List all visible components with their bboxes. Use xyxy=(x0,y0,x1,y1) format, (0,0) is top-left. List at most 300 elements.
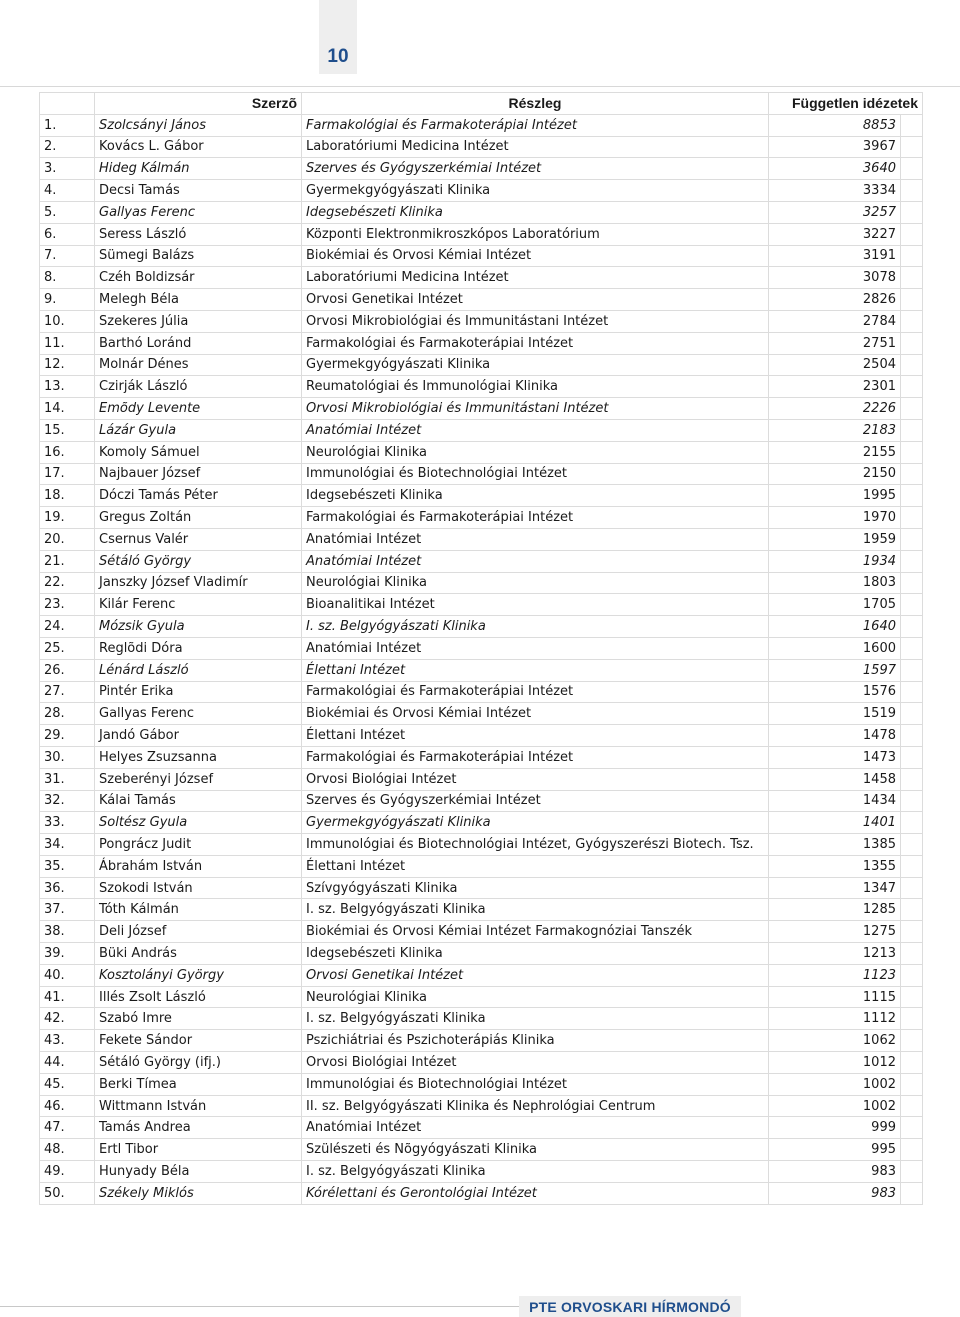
citations-cell: 2751 xyxy=(769,332,901,354)
department-cell: Anatómiai Intézet xyxy=(302,550,769,572)
department-cell: Neurológiai Klinika xyxy=(302,441,769,463)
table-row xyxy=(40,725,923,747)
department-cell: Biokémiai és Orvosi Kémiai Intézet xyxy=(302,703,769,725)
page-number-tab xyxy=(319,0,357,74)
department-cell: Orvosi Mikrobiológiai és Immunitástani Intézet xyxy=(302,310,769,332)
author-cell: Melegh Béla xyxy=(95,289,302,311)
department-cell: Pszichiátriai és Pszichoterápiás Klinika xyxy=(302,1030,769,1052)
citations-cell: 1995 xyxy=(769,485,901,507)
department-cell: Reumatológiai és Immunológiai Klinika xyxy=(302,376,769,398)
department-cell: Gyermekgyógyászati Klinika xyxy=(302,180,769,202)
citations-cell: 3078 xyxy=(769,267,901,289)
citations-cell: 1275 xyxy=(769,921,901,943)
spacer-cell xyxy=(901,1073,923,1095)
author-cell: Szolcsányi János xyxy=(95,114,302,136)
citations-cell: 1576 xyxy=(769,681,901,703)
rank-cell: 34. xyxy=(40,834,95,856)
citations-cell: 3191 xyxy=(769,245,901,267)
table-row xyxy=(40,594,923,616)
author-cell: Dóczi Tamás Péter xyxy=(95,485,302,507)
author-cell: Jandó Gábor xyxy=(95,725,302,747)
spacer-cell xyxy=(901,354,923,376)
rank-cell: 31. xyxy=(40,768,95,790)
rank-cell: 32. xyxy=(40,790,95,812)
table-row xyxy=(40,376,923,398)
table-row xyxy=(40,703,923,725)
citations-cell: 2784 xyxy=(769,310,901,332)
table-row xyxy=(40,877,923,899)
citations-cell: 2155 xyxy=(769,441,901,463)
department-cell: Orvosi Biológiai Intézet xyxy=(302,768,769,790)
rank-cell: 11. xyxy=(40,332,95,354)
author-cell: Gallyas Ferenc xyxy=(95,703,302,725)
rank-cell: 20. xyxy=(40,528,95,550)
table-row xyxy=(40,463,923,485)
author-cell: Tamás Andrea xyxy=(95,1117,302,1139)
author-cell: Mózsik Gyula xyxy=(95,616,302,638)
department-cell: Orvosi Genetikai Intézet xyxy=(302,289,769,311)
author-cell: Ertl Tibor xyxy=(95,1139,302,1161)
author-cell: Lénárd László xyxy=(95,659,302,681)
rank-cell: 2. xyxy=(40,136,95,158)
author-cell: Wittmann István xyxy=(95,1095,302,1117)
department-cell: Gyermekgyógyászati Klinika xyxy=(302,812,769,834)
spacer-cell xyxy=(901,943,923,965)
citations-cell: 2301 xyxy=(769,376,901,398)
author-cell: Sümegi Balázs xyxy=(95,245,302,267)
spacer-cell xyxy=(901,419,923,441)
author-cell: Kovács L. Gábor xyxy=(95,136,302,158)
department-cell: Laboratóriumi Medicina Intézet xyxy=(302,136,769,158)
table-row xyxy=(40,1139,923,1161)
author-cell: Szekeres Júlia xyxy=(95,310,302,332)
citations-cell: 1600 xyxy=(769,637,901,659)
rank-cell: 42. xyxy=(40,1008,95,1030)
spacer-cell xyxy=(901,441,923,463)
rank-cell: 30. xyxy=(40,746,95,768)
author-cell: Decsi Tamás xyxy=(95,180,302,202)
rank-cell: 18. xyxy=(40,485,95,507)
department-cell: Szívgyógyászati Klinika xyxy=(302,877,769,899)
author-cell: Fekete Sándor xyxy=(95,1030,302,1052)
table-row xyxy=(40,1073,923,1095)
author-cell: Kosztolányi György xyxy=(95,964,302,986)
spacer-cell xyxy=(901,1008,923,1030)
citations-cell: 2504 xyxy=(769,354,901,376)
spacer-cell xyxy=(901,768,923,790)
citations-cell: 983 xyxy=(769,1182,901,1204)
author-cell: Hunyady Béla xyxy=(95,1161,302,1183)
table-body xyxy=(40,114,923,1204)
citations-cell: 8853 xyxy=(769,114,901,136)
citations-cell: 1970 xyxy=(769,507,901,529)
department-cell: Farmakológiai és Farmakoterápiai Intézet xyxy=(302,507,769,529)
rank-cell: 45. xyxy=(40,1073,95,1095)
author-cell: Berki Tímea xyxy=(95,1073,302,1095)
author-cell: Székely Miklós xyxy=(95,1182,302,1204)
department-cell: Neurológiai Klinika xyxy=(302,572,769,594)
spacer-cell xyxy=(901,310,923,332)
department-cell: Kórélettani és Gerontológiai Intézet xyxy=(302,1182,769,1204)
spacer-cell xyxy=(901,572,923,594)
table-row xyxy=(40,1095,923,1117)
table-row xyxy=(40,354,923,376)
author-cell: Gregus Zoltán xyxy=(95,507,302,529)
citations-cell: 1401 xyxy=(769,812,901,834)
table-row xyxy=(40,790,923,812)
citations-cell: 999 xyxy=(769,1117,901,1139)
spacer-cell xyxy=(901,703,923,725)
author-cell: Kálai Tamás xyxy=(95,790,302,812)
table-row xyxy=(40,136,923,158)
citations-cell: 1803 xyxy=(769,572,901,594)
citations-cell: 1458 xyxy=(769,768,901,790)
citations-cell: 1705 xyxy=(769,594,901,616)
author-cell: Csernus Valér xyxy=(95,528,302,550)
department-cell: Farmakológiai és Farmakoterápiai Intézet xyxy=(302,114,769,136)
author-cell: Sétáló György (ifj.) xyxy=(95,1052,302,1074)
spacer-cell xyxy=(901,1139,923,1161)
author-cell: Lázár Gyula xyxy=(95,419,302,441)
citation-ranking-table xyxy=(39,92,923,1205)
top-divider xyxy=(0,86,960,87)
table-row xyxy=(40,812,923,834)
department-cell: Szerves és Gyógyszerkémiai Intézet xyxy=(302,790,769,812)
rank-cell: 19. xyxy=(40,507,95,529)
spacer-cell xyxy=(901,136,923,158)
rank-cell: 50. xyxy=(40,1182,95,1204)
rank-cell: 46. xyxy=(40,1095,95,1117)
spacer-cell xyxy=(901,528,923,550)
citations-cell: 1213 xyxy=(769,943,901,965)
department-cell: Farmakológiai és Farmakoterápiai Intézet xyxy=(302,746,769,768)
author-cell: Gallyas Ferenc xyxy=(95,201,302,223)
department-cell: Farmakológiai és Farmakoterápiai Intézet xyxy=(302,681,769,703)
spacer-cell xyxy=(901,1030,923,1052)
citations-cell: 1112 xyxy=(769,1008,901,1030)
table-row xyxy=(40,201,923,223)
department-cell: Központi Elektronmikroszkópos Laboratórium xyxy=(302,223,769,245)
citations-cell: 1434 xyxy=(769,790,901,812)
citations-cell: 1062 xyxy=(769,1030,901,1052)
table-row xyxy=(40,180,923,202)
citations-cell: 3640 xyxy=(769,158,901,180)
author-cell: Czirják László xyxy=(95,376,302,398)
spacer-cell xyxy=(901,986,923,1008)
rank-cell: 7. xyxy=(40,245,95,267)
citations-cell: 2183 xyxy=(769,419,901,441)
author-cell: Illés Zsolt László xyxy=(95,986,302,1008)
rank-cell: 36. xyxy=(40,877,95,899)
citations-cell: 2226 xyxy=(769,398,901,420)
author-cell: Szabó Imre xyxy=(95,1008,302,1030)
author-cell: Barthó Loránd xyxy=(95,332,302,354)
department-cell: Immunológiai és Biotechnológiai Intézet xyxy=(302,1073,769,1095)
table-row xyxy=(40,1182,923,1204)
department-cell: Anatómiai Intézet xyxy=(302,637,769,659)
rank-cell: 47. xyxy=(40,1117,95,1139)
table-row xyxy=(40,834,923,856)
rank-cell: 14. xyxy=(40,398,95,420)
citations-cell: 1934 xyxy=(769,550,901,572)
department-cell: Gyermekgyógyászati Klinika xyxy=(302,354,769,376)
author-cell: Czéh Boldizsár xyxy=(95,267,302,289)
author-cell: Reglõdi Dóra xyxy=(95,637,302,659)
table-row xyxy=(40,681,923,703)
citations-cell: 1355 xyxy=(769,855,901,877)
author-cell: Deli József xyxy=(95,921,302,943)
department-cell: Anatómiai Intézet xyxy=(302,1117,769,1139)
department-cell: Élettani Intézet xyxy=(302,659,769,681)
header-department: Részleg xyxy=(302,93,769,115)
author-cell: Molnár Dénes xyxy=(95,354,302,376)
spacer-cell xyxy=(901,158,923,180)
rank-cell: 37. xyxy=(40,899,95,921)
spacer-cell xyxy=(901,746,923,768)
rank-cell: 17. xyxy=(40,463,95,485)
spacer-cell xyxy=(901,812,923,834)
rank-cell: 33. xyxy=(40,812,95,834)
spacer-cell xyxy=(901,681,923,703)
table-row xyxy=(40,855,923,877)
rank-cell: 8. xyxy=(40,267,95,289)
table-row xyxy=(40,964,923,986)
department-cell: II. sz. Belgyógyászati Klinika és Nephrológiai Centrum xyxy=(302,1095,769,1117)
table-row xyxy=(40,1052,923,1074)
header-citations: Független idézetek xyxy=(769,93,923,115)
table-row xyxy=(40,768,923,790)
citations-cell: 1115 xyxy=(769,986,901,1008)
author-cell: Janszky József Vladimír xyxy=(95,572,302,594)
table-row xyxy=(40,746,923,768)
table-row xyxy=(40,528,923,550)
rank-cell: 40. xyxy=(40,964,95,986)
spacer-cell xyxy=(901,1182,923,1204)
rank-cell: 41. xyxy=(40,986,95,1008)
table-row xyxy=(40,899,923,921)
department-cell: Biokémiai és Orvosi Kémiai Intézet xyxy=(302,245,769,267)
rank-cell: 48. xyxy=(40,1139,95,1161)
rank-cell: 25. xyxy=(40,637,95,659)
citations-cell: 2150 xyxy=(769,463,901,485)
rank-cell: 23. xyxy=(40,594,95,616)
department-cell: Orvosi Genetikai Intézet xyxy=(302,964,769,986)
spacer-cell xyxy=(901,1161,923,1183)
department-cell: Immunológiai és Biotechnológiai Intézet xyxy=(302,463,769,485)
citations-cell: 1012 xyxy=(769,1052,901,1074)
rank-cell: 35. xyxy=(40,855,95,877)
citations-cell: 1285 xyxy=(769,899,901,921)
citations-cell: 1347 xyxy=(769,877,901,899)
spacer-cell xyxy=(901,332,923,354)
citations-cell: 3257 xyxy=(769,201,901,223)
table-row xyxy=(40,332,923,354)
department-cell: Idegsebészeti Klinika xyxy=(302,485,769,507)
citations-cell: 983 xyxy=(769,1161,901,1183)
citations-cell: 995 xyxy=(769,1139,901,1161)
department-cell: Neurológiai Klinika xyxy=(302,986,769,1008)
author-cell: Kilár Ferenc xyxy=(95,594,302,616)
spacer-cell xyxy=(901,790,923,812)
spacer-cell xyxy=(901,964,923,986)
rank-cell: 13. xyxy=(40,376,95,398)
spacer-cell xyxy=(901,725,923,747)
spacer-cell xyxy=(901,201,923,223)
table-row xyxy=(40,485,923,507)
department-cell: Orvosi Mikrobiológiai és Immunitástani Intézet xyxy=(302,398,769,420)
rank-cell: 28. xyxy=(40,703,95,725)
spacer-cell xyxy=(901,245,923,267)
department-cell: Élettani Intézet xyxy=(302,725,769,747)
rank-cell: 43. xyxy=(40,1030,95,1052)
spacer-cell xyxy=(901,550,923,572)
spacer-cell xyxy=(901,398,923,420)
table-row xyxy=(40,637,923,659)
rank-cell: 24. xyxy=(40,616,95,638)
department-cell: Biokémiai és Orvosi Kémiai Intézet Farmakognóziai Tanszék xyxy=(302,921,769,943)
table-row xyxy=(40,572,923,594)
spacer-cell xyxy=(901,507,923,529)
spacer-cell xyxy=(901,289,923,311)
table-row xyxy=(40,398,923,420)
author-cell: Pongrácz Judit xyxy=(95,834,302,856)
department-cell: I. sz. Belgyógyászati Klinika xyxy=(302,1161,769,1183)
rank-cell: 38. xyxy=(40,921,95,943)
rank-cell: 15. xyxy=(40,419,95,441)
citations-cell: 1519 xyxy=(769,703,901,725)
spacer-cell xyxy=(901,485,923,507)
department-cell: Szerves és Gyógyszerkémiai Intézet xyxy=(302,158,769,180)
rank-cell: 26. xyxy=(40,659,95,681)
author-cell: Ábrahám István xyxy=(95,855,302,877)
rank-cell: 5. xyxy=(40,201,95,223)
table-row xyxy=(40,1117,923,1139)
table-row xyxy=(40,550,923,572)
citations-cell: 1385 xyxy=(769,834,901,856)
spacer-cell xyxy=(901,834,923,856)
spacer-cell xyxy=(901,1117,923,1139)
footer-tab xyxy=(519,1296,741,1317)
rank-cell: 10. xyxy=(40,310,95,332)
department-cell: Laboratóriumi Medicina Intézet xyxy=(302,267,769,289)
spacer-cell xyxy=(901,637,923,659)
citations-cell: 1959 xyxy=(769,528,901,550)
citations-cell: 2826 xyxy=(769,289,901,311)
table-row xyxy=(40,507,923,529)
rank-cell: 1. xyxy=(40,114,95,136)
table-row xyxy=(40,986,923,1008)
citations-cell: 3227 xyxy=(769,223,901,245)
spacer-cell xyxy=(901,223,923,245)
rank-cell: 22. xyxy=(40,572,95,594)
department-cell: Idegsebészeti Klinika xyxy=(302,943,769,965)
spacer-cell xyxy=(901,463,923,485)
citations-cell: 1640 xyxy=(769,616,901,638)
header-rank xyxy=(40,93,95,115)
rank-cell: 4. xyxy=(40,180,95,202)
department-cell: Immunológiai és Biotechnológiai Intézet, Gyógyszerészi Biotech. Tsz. xyxy=(302,834,769,856)
citations-cell: 1597 xyxy=(769,659,901,681)
table-row xyxy=(40,267,923,289)
table-row xyxy=(40,921,923,943)
spacer-cell xyxy=(901,180,923,202)
rank-cell: 12. xyxy=(40,354,95,376)
author-cell: Soltész Gyula xyxy=(95,812,302,834)
page-number: 10 xyxy=(327,46,349,67)
department-cell: Szülészeti és Nõgyógyászati Klinika xyxy=(302,1139,769,1161)
author-cell: Szeberényi József xyxy=(95,768,302,790)
spacer-cell xyxy=(901,1052,923,1074)
table-row xyxy=(40,419,923,441)
author-cell: Büki András xyxy=(95,943,302,965)
rank-cell: 21. xyxy=(40,550,95,572)
rank-cell: 39. xyxy=(40,943,95,965)
rank-cell: 9. xyxy=(40,289,95,311)
table-row xyxy=(40,659,923,681)
table-row xyxy=(40,1030,923,1052)
header-author: Szerzõ xyxy=(95,93,302,115)
spacer-cell xyxy=(901,1095,923,1117)
citations-cell: 3967 xyxy=(769,136,901,158)
table-row xyxy=(40,289,923,311)
department-cell: Bioanalitikai Intézet xyxy=(302,594,769,616)
department-cell: I. sz. Belgyógyászati Klinika xyxy=(302,616,769,638)
citations-cell: 1123 xyxy=(769,964,901,986)
table-row xyxy=(40,441,923,463)
author-cell: Pintér Erika xyxy=(95,681,302,703)
department-cell: Anatómiai Intézet xyxy=(302,419,769,441)
author-cell: Sétáló György xyxy=(95,550,302,572)
spacer-cell xyxy=(901,376,923,398)
spacer-cell xyxy=(901,114,923,136)
department-cell: Anatómiai Intézet xyxy=(302,528,769,550)
table-row xyxy=(40,1008,923,1030)
footer-rule xyxy=(0,1306,520,1307)
spacer-cell xyxy=(901,855,923,877)
citations-cell: 3334 xyxy=(769,180,901,202)
department-cell: Élettani Intézet xyxy=(302,855,769,877)
department-cell: I. sz. Belgyógyászati Klinika xyxy=(302,1008,769,1030)
table-row xyxy=(40,943,923,965)
table-row xyxy=(40,245,923,267)
citations-cell: 1002 xyxy=(769,1073,901,1095)
author-cell: Najbauer József xyxy=(95,463,302,485)
rank-cell: 29. xyxy=(40,725,95,747)
department-cell: Idegsebészeti Klinika xyxy=(302,201,769,223)
author-cell: Hideg Kálmán xyxy=(95,158,302,180)
table-row xyxy=(40,223,923,245)
author-cell: Emõdy Levente xyxy=(95,398,302,420)
author-cell: Szokodi István xyxy=(95,877,302,899)
rank-cell: 44. xyxy=(40,1052,95,1074)
spacer-cell xyxy=(901,921,923,943)
department-cell: Farmakológiai és Farmakoterápiai Intézet xyxy=(302,332,769,354)
spacer-cell xyxy=(901,877,923,899)
table-row xyxy=(40,310,923,332)
rank-cell: 6. xyxy=(40,223,95,245)
citations-cell: 1473 xyxy=(769,746,901,768)
citations-cell: 1478 xyxy=(769,725,901,747)
spacer-cell xyxy=(901,659,923,681)
author-cell: Tóth Kálmán xyxy=(95,899,302,921)
department-cell: Orvosi Biológiai Intézet xyxy=(302,1052,769,1074)
rank-cell: 49. xyxy=(40,1161,95,1183)
author-cell: Seress László xyxy=(95,223,302,245)
rank-cell: 16. xyxy=(40,441,95,463)
table-header-row xyxy=(40,93,923,115)
author-cell: Helyes Zsuzsanna xyxy=(95,746,302,768)
author-cell: Komoly Sámuel xyxy=(95,441,302,463)
